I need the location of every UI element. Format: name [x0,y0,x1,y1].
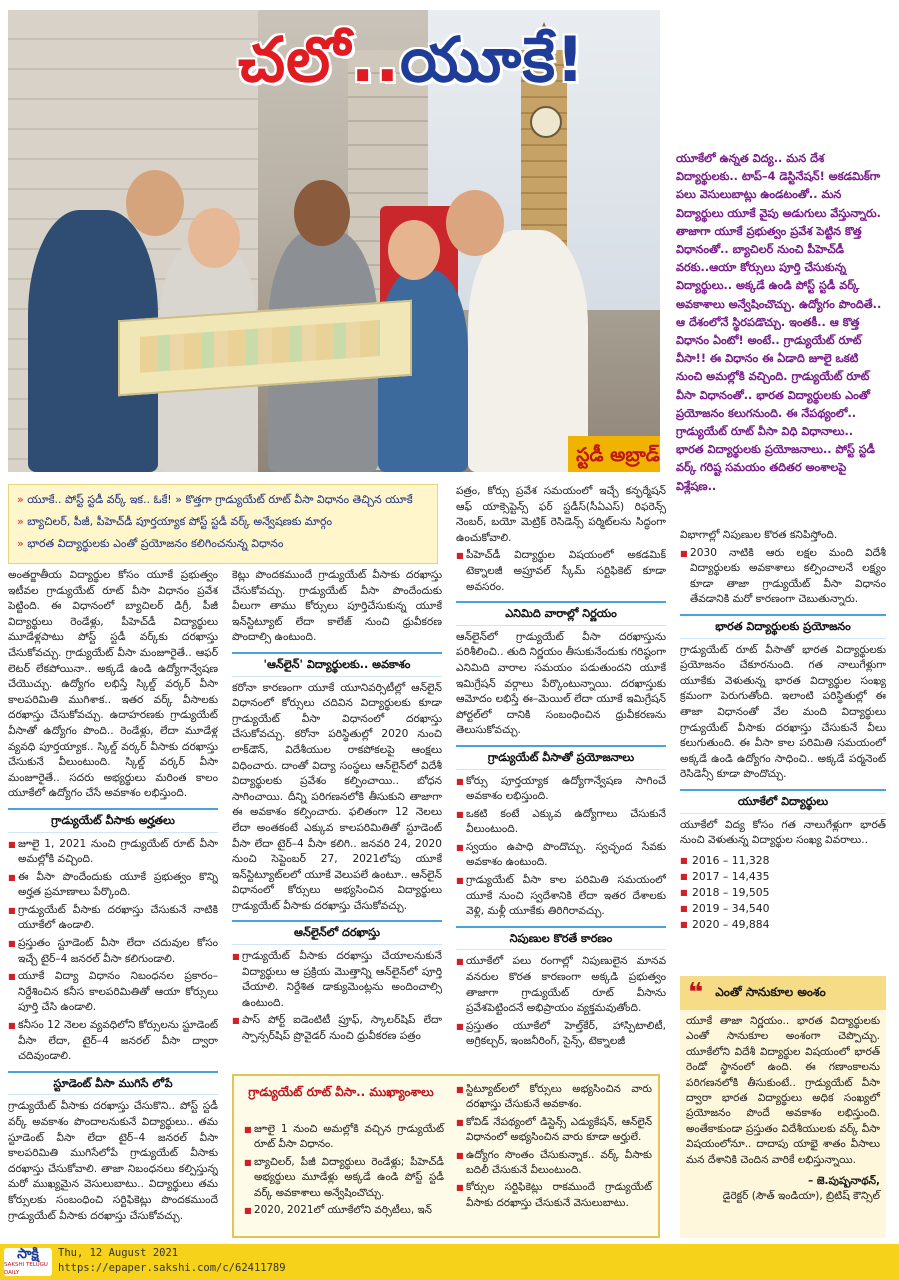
key-points-left [244,1122,444,1220]
bullet-item: ■ జూలై 1 నుంచి అమల్లోకి వచ్చిన గ్రాడ్యుయేట్‌ రూట్‌ వీసా విధానం. [244,1122,444,1153]
bullet-item: ■ కోర్సుల సర్టిఫికెట్లు రాకముందే గ్రాడ్యుయేట్‌ వీసాకు దరఖాస్తు చేసుకునే వెసులుబాటు. [456,1180,652,1211]
footer-bar [0,1244,899,1280]
paragraph: కరోనా కారణంగా యూకే యూనివర్సిటీల్లో ఆన్‌లైన్‌ విధానంలో కోర్సులు చదివిన విద్యార్థులకు కూడా గ్రాడ్యుయేట్‌ వీసా విధానంలో దరఖాస్తు చేసుకోవచ్చు. కరోనా పరిస్థితుల్లో 2020 నుంచి లాక్‌డౌన్, విదేశీయుల రాకపోకలపై ఆంక్షలు విధించారు. దాంతో విద్యా సంస్థలు ఆన్‌లైన్‌లో విదేశీ విద్యార్థులకు ప్రవేశం కల్పించాయి.. బోధన సాగించాయి. దీన్ని పరిగణనలోకి తీసుకుని తాజాగా ఈ అవకాశం కల్పించారు. ఫలితంగా 12 నెలలు లేదా అంతకంటే ఎక్కువ కాలపరిమితితో స్టూడెంట్‌ వీసా లేదా టైర్‌–4 వీసా కలిగి.. జనవరి 24, 2020 నుంచి సెప్టెంబర్‌ 27, 2021లోపు యూకే ఇన్‌స్టిట్యూట్‌లలో యూకే వెలుపలే ఉంటూ.. ఆన్‌లైన్‌ విధానంలో కోర్సులు అభ్యసించిన విద్యార్థులు గ్రాడ్యుయేట్‌ వీసాకు దరఖాస్తు చేసుకోవచ్చు. [232,681,442,912]
head-4 [388,220,440,280]
section-tag: స్టడీ అబ్రాడ్ [568,436,660,472]
headline-part-2: యూకే! [400,23,586,96]
list-item: ■ 2020 – 49,884 [680,917,886,933]
quote-box [680,976,886,1238]
bullet-item: ■ కోర్సు పూర్తయ్యాక ఉద్యోగాన్వేషణ సాగించే అవకాశం లభిస్తుంది. [456,774,666,805]
summary-line: » భారత విద్యార్థులకు ఎంతో ప్రయోజనం కలిగించనున్న విధానం [17,537,284,550]
head-2 [188,208,240,268]
headline [238,12,888,122]
bullet-item: ■ జూలై 1, 2021 నుంచి గ్రాడ్యుయేట్‌ రూట్‌ వీసా అమల్లోకి వచ్చింది. [8,837,218,868]
key-points-box [232,1074,660,1238]
list-item: ■ 2018 – 19,505 [680,885,886,901]
paragraph: గ్రాడ్యుయేట్‌ వీసాకు దరఖాస్తు చేసుకొని.. పోస్ట్‌ స్టడీ వర్క్‌ అవకాశం పొందాలనుకునే విద్యార్థులు.. తమ స్టూడెంట్‌ వీసా లేదా టైర్‌–4 జనరల్‌ వీసా కాలపరిమితి ముగిసేలోపే గ్రాడ్యుయేట్‌ వీసాకు దరఖాస్తు చేసుకోవాలి. తాజా నిబంధనలు కల్పిస్తున్న మరో ముఖ్యమైన వెసులుబాటు.. విద్యార్థులు తమ కోర్సులకు సంబంధించి సర్టిఫికెట్లు పొందకముందే గ్రాడ్యుయేట్‌ వీసాకు దరఖాస్తు చేసుకోవచ్చు. [8,1100,218,1222]
bullet-item: ■ గ్రాడ్యుయేట్‌ వీసాకు దరఖాస్తు చేయాలనుకునే విద్యార్థులు ఆ ప్రక్రియ మొత్తాన్ని ఆన్‌లైన్‌లో పూర్తి చేయాలి. నిర్దేశిత డాక్యుమెంట్లను అందించాల్సి ఉంటుంది. [232,949,442,1011]
bullet-item: ■ గ్రాడ్యుయేట్‌ వీసా కాల పరిమితి సమయంలో యూకే నుంచి స్వదేశానికి లేదా ఇతర దేశాలకు వెళ్లి, మళ్లీ యూకేకు తిరిగిరావచ్చు. [456,873,666,920]
bullet-item: ■ గ్రాడ్యుయేట్‌ వీసాకు దరఖాస్తు చేసుకునే నాటికి యూకేలో ఉండాలి. [8,903,218,934]
head-5 [446,190,504,256]
intro-text [676,150,882,520]
edition-date: Thu, 12 August 2021 [58,1247,179,1259]
bullet-item: ■ పీహెచ్‌డీ విద్యార్థుల విషయంలో అకడమిక్‌ టెక్నాలజీ అప్రూవల్‌ స్కీమ్‌ సర్టిఫికెట్‌ కూడా అవసరం. [456,548,666,595]
bullet-item: ■ ప్రస్తుతం యూకేలో హెల్త్‌కేర్, హాస్పిటాలిటీ, అగ్రికల్చర్, ఇంజనీరింగ్, సైన్స్, టెక్నాలజీ [456,1019,666,1050]
headline-part-1: చలో.. [238,23,401,96]
bullet-item: ■ కనీసం 12 నెలల వ్యవధిలోని కోర్సులను స్టూడెంట్‌ వీసా లేదా, టైర్‌–4 జనరల్‌ వీసా ద్వారా చదివుండాలి. [8,1018,218,1065]
paragraph: పత్రం, కోర్సు ప్రవేశ సమయంలో ఇచ్చే కన్ఫర్మేషన్‌ ఆఫ్‌ యాక్సెప్టెన్స్‌ ఫర్‌ స్టడీస్‌(సీఏఎస్‌) రిఫరెన్స్‌ నెంబర్, బయో మెట్రిక్‌ రెసిడెన్స్‌ పర్మిట్‌లను సిద్ధంగా ఉంచుకోవాలి. [456,485,666,544]
section-heading: గ్రాడ్యుయేట్‌ వీసాకు అర్హతలు [8,808,218,833]
bullet-item: ■ ప్రస్తుతం స్టూడెంట్‌ వీసా లేదా చదువుల కోసం ఇచ్చే టైర్‌–4 జనరల్‌ వీసా కలిగుండాలి. [8,936,218,967]
epaper-link[interactable]: https://epaper.sakshi.com/c/62411789 [58,1262,286,1274]
quote-title: ఎంతో సానుకూల అంశం [715,985,826,1000]
bullet-item: ■ ఉద్యోగం సొంతం చేసుకున్నాక.. వర్క్‌ వీసాకు బదిలీ చేసుకునే వీలుంటుంది. [456,1148,652,1179]
paragraph: యూకేలో విద్య కోసం గత నాలుగేళ్లుగా భారత్‌ నుంచి వెళుతున్న విద్యార్థుల సంఖ్య వివరాలు.. [680,818,886,847]
bullet-item: ■ స్వయం ఉపాధి పొందొచ్చు. స్వచ్ఛంద సేవకు అవకాశం ఉంటుంది. [456,840,666,871]
quote-text: యూకే తాజా నిర్ణయం.. భారత విద్యార్థులకు ఎంతో సానుకూల అంశంగా చెప్పొచ్చు. యూకేలోని విదేశీ విద్యార్థుల విషయంలో భారత్‌ రెండో స్థానంలో ఉంది. ఈ గణాంకాలను పరిగణనలోకి తీసుకుంటే.. గ్రాడ్యుయేట్‌ వీసా ద్వారా భారత విద్యార్థులు అధిక సంఖ్యలో ప్రయోజనం పొందే అవకాశం లభిస్తుంది. అంతేకాకుండా ప్రస్తుతం విదేశీయులకు వర్క్‌ వీసా విషయంలోనూ.. దాదాపు యాభై శాతం వీసాలు మన దేశానికి చెందిన వారికే లభిస్తున్నాయి. [686,1015,880,1166]
quote-header [680,976,886,1010]
bullet-item: ■ యూకే విద్యా విధానం నిబంధనల ప్రకారం–నిర్దేశించిన కనీస కాలపరిమితితో ఆయా కోర్సులు పూర్తి చేసి ఉండాలి. [8,969,218,1016]
section-heading: ఆన్‌లైన్‌లో దరఖాస్తు [232,920,442,945]
quote-author: – జె.పుష్పనాథన్, [807,1175,880,1188]
quote-body [680,1010,886,1209]
paragraph: కెట్లు పొందకముందే గ్రాడ్యుయేట్‌ వీసాకు దరఖాస్తు చేసుకోవచ్చు. గ్రాడ్యుయేట్‌ వీసా పొందేందుకు వీలుగా తాము కోర్సులు పూర్తిచేసుకున్న యూకే ఇన్‌స్టిట్యూట్‌ లేదా కాలేజ్‌ నుంచి ధ్రువీకరణ పొందాల్సి ఉంటుంది. [232,569,442,644]
summary-line: » యూకే.. పోస్ట్‌ స్టడీ వర్క్‌ ఇక.. ఓకే! » కొత్తగా గ్రాడ్యుయేట్‌ రూట్‌ వీసా విధానం తెచ్చిన యూకే [17,493,413,506]
bullet-item: ■ 2030 నాటికి ఆరు లక్షల మంది విదేశీ విద్యార్థులకు అవకాశాలు కల్పించాలనే లక్ష్యం కూడా తాజా గ్రాడ్యుయేట్‌ వీసా విధానం తేవడానికి మరో కారణంగా చెబుతున్నారు. [680,546,886,608]
list-item: ■ 2019 – 34,540 [680,901,886,917]
quote-icon: ❝ [688,978,704,1008]
list-item: ■ 2017 – 14,435 [680,869,886,885]
bullet-item: ■ స్టిట్యూట్‌లలో కోర్సులు అభ్యసించిన వారు దరఖాస్తు చేసుకునే అవకాశం. [456,1082,652,1113]
bullet-item: ■ ఈ వీసా పొందేందుకు యూకే ప్రభుత్వం కొన్ని అర్హత ప్రమాణాలు పేర్కొంది. [8,870,218,901]
column-2 [232,568,442,1068]
key-points-title: గ్రాడ్యుయేట్‌ రూట్‌ వీసా.. ముఖ్యాంశాలు [248,1085,434,1099]
paragraph: విభాగాల్లో నిపుణుల కొరత కనిపిస్తోంది. [680,529,838,541]
section-heading: స్టూడెంట్‌ వీసా ముగిసే లోపే [8,1071,218,1096]
intro-paragraph: యూకేలో ఉన్నత విద్య.. మన దేశ విద్యార్థులకు.. టాప్‌–4 డెస్టినేషన్‌! అకడమిక్‌గా పలు వెసులుబాట్లు ఉండటంతో.. మన విద్యార్థులు యూకే వైపు అడుగులు వేస్తున్నారు. తాజాగా యూకే ప్రభుత్వం ప్రవేశ పెట్టిన కొత్త విధానంతో.. బ్యాచిలర్‌ నుంచి పీహెచ్‌డీ వరకు..ఆయా కోర్సులు పూర్తి చేసుకున్న విద్యార్థులు.. అక్కడే ఉండి పోస్ట్‌ స్టడీ వర్క్‌ అవకాశాలు అన్వేషించొచ్చు. ఉద్యోగం పొందితే.. ఆ దేశంలోనే స్థిరపడొచ్చు. ఇంతకీ.. ఆ కొత్త విధానం ఏంటో! అంటే.. గ్రాడ్యుయేట్‌ రూట్‌ వీసా!! ఈ విధానం ఈ ఏడాది జూలై ఒకటి నుంచి అమల్లోకి వచ్చింది. గ్రాడ్యుయేట్‌ రూట్‌ వీసా విధానంతో.. భారత విద్యార్థులకు ఎంతో ప్రయోజనం కలుగనుంది. ఈ నేపథ్యంలో.. గ్రాడ్యుయేట్‌ రూట్‌ వీసా విధి విధానాలు.. భారత విద్యార్థులకు ప్రయోజనాలు.. పోస్ట్‌ స్టడీ వర్క్‌ గరిష్ట సమయం తదితర అంశాలపై విశ్లేషణ.. [676,152,882,493]
paragraph: ఆన్‌లైన్‌లో గ్రాడ్యుయేట్‌ వీసా దరఖాస్తును పరిశీలించి.. తుది నిర్ణయం తీసుకునేందుకు గరిష్ఠంగా ఎనిమిది వారాల సమయం పడుతుందని యూకే ఇమిగ్రేషన్‌ వర్గాలు పేర్కొంటున్నాయి. దరఖాస్తుకు ఆమోదం లభిస్తే ఈ–మెయిల్‌ లేదా యూకే ఇమిగ్రేషన్‌ పోర్టల్‌లో దానికి సంబంధించిన ధ్రువీకరణను తెలుసుకోవచ్చు. [456,630,666,737]
arrow-icon: » [17,493,28,506]
bullet-item: ■ ఒకటి కంటే ఎక్కువ ఉద్యోగాలు చేసుకునే వీలుంటుంది. [456,807,666,838]
column-1 [8,568,218,1240]
section-heading: భారత విద్యార్థులకు ప్రయోజనం [680,614,886,639]
column-4 [680,528,886,968]
footer-info [58,1246,286,1276]
section-heading: యూకేలో విద్యార్థులు [680,789,886,814]
column-3 [456,484,666,1068]
head-1 [126,170,184,236]
summary-line: » బ్యాచిలర్, పీజీ, పీహెచ్‌డీ పూర్తయ్యాక పోస్ట్‌ స్టడీ వర్క్‌ అన్వేషణకు మార్గం [17,515,333,528]
sakshi-logo: సాక్షి SAKSHI TELUGU DAILY [4,1248,52,1276]
arrow-icon: » [17,515,28,528]
paragraph: గ్రాడ్యుయేట్‌ రూట్‌ వీసాతో భారత విద్యార్థులకు ప్రయోజనం చేకూరనుంది. గత నాలుగేళ్లుగా యూకేకు వెళుతున్న భారత విద్యార్థుల సంఖ్య క్రమంగా పెరుగుతోంది. ఇలాంటి పరిస్థితుల్లో ఈ తాజా విధానంతో వేల మంది విద్యార్థులు గ్రాడ్యుయేట్‌ వీసాకు దరఖాస్తు చేసుకునే వీలు కలుగుతుంది. ఈ వీసా కాల పరిమితి సమయంలో అక్కడే ఉండి ఉద్యోగం సాధించి.. అక్కడే పర్మనెంట్‌ రెసిడెన్సీ కూడా పొందొచ్చు. [680,643,886,781]
bullet-item: ■ పాస్‌ పోర్ట్‌ ఐడెంటిటీ ప్రూఫ్, స్కాలర్‌షిప్‌ లేదా స్పాన్సర్‌షిప్‌ ప్రొవైడర్‌ నుంచి ధ్రువీకరణ పత్రం [232,1013,442,1044]
student-count-list [680,853,886,933]
paragraph: అంతర్జాతీయ విద్యార్థుల కోసం యూకే ప్రభుత్వం ఇటీవల గ్రాడ్యుయేట్‌ రూట్‌ వీసా విధానం ప్రవేశ పెట్టింది. ఈ విధానంలో బ్యాచిలర్‌ డిగ్రీ, పీజీ విద్యార్థులు రెండేళ్లు, పీహెచ్‌డీ విద్యార్థులు మూడేళ్లపాటు పోస్ట్‌ స్టడీ వర్క్‌కు దరఖాస్తు చేసుకోవచ్చు. గ్రాడ్యుయేట్‌ వీసా మంజూరైతే.. ఆఫర్‌ లెటర్‌ లేకపోయినా.. అక్కడే ఉండి ఉద్యోగాన్వేషణ చేయొచ్చు. ఉద్యోగం లభిస్తే స్కిల్డ్‌ వర్కర్‌ వీసా కాలపరిమితి ముగిశాక.. ఇతర వర్క్‌ వీసాలకు దరఖాస్తు చేసుకోవచ్చు. ఉదాహరణకు గ్రాడ్యుయేట్‌ వీసాతో ఉద్యోగం పొంది.. రెండేళ్లు, లేదా మూడేళ్ల వ్యవధి పూర్తయ్యాక.. స్కిల్డ్‌ వర్కర్‌ వీసాకు దరఖాస్తు చేసుకునే వీలుంటుంది. స్కిల్డ్‌ వర్కర్‌ వీసా మంజూరైతే.. సదరు అభ్యర్థులు మరింత కాలం యూకేలో ఉద్యోగం చేసే అవకాశం లభిస్తుంది. [8,569,218,800]
key-points-right [456,1082,652,1213]
summary-box [8,484,438,564]
section-heading: గ్రాడ్యుయేట్‌ వీసాతో ప్రయోజనాలు [456,745,666,770]
bullet-item: ■ కోవిడ్‌ నేపథ్యంలో డిస్టెన్స్‌ ఎడ్యుకేషన్, ఆన్‌లైన్‌ విధానంలో అభ్యసించిన వారు కూడా అర్హులే. [456,1115,652,1146]
bullet-item: ■ 2020, 2021లో యూకేలోని వర్సిటీలు, ఇన్‌ [244,1203,444,1218]
bullet-item: ■ యూకేలో పలు రంగాల్లో నిపుణులైన మానవ వనరుల కొరత కారణంగా అక్కడి ప్రభుత్వం తాజాగా గ్రాడ్యుయేట్‌ రూట్‌ వీసాను ప్రవేశపెట్టిందనే అభిప్రాయం వ్యక్తమవుతోంది. [456,954,666,1016]
section-heading: నిపుణుల కొరతే కారణం [456,926,666,951]
list-item: ■ 2016 – 11,328 [680,853,886,869]
quote-author-role: డైరెక్టర్‌ (సౌత్‌ ఇండియా), బ్రిటిష్‌ కౌన్సిల్‌ [722,1190,880,1203]
arrow-icon: » [17,537,28,550]
head-3 [294,180,350,246]
section-heading: 'ఆన్‌లైన్‌' విద్యార్థులకు.. అవకాశం [232,652,442,677]
section-heading: ఎనిమిది వారాల్లో నిర్ణయం [456,601,666,626]
bullet-item: ■ బ్యాచిలర్, పీజీ విద్యార్థులు రెండేళ్లు; పీహెచ్‌డీ అభ్యర్థులు మూడేళ్లు అక్కడే ఉండి పోస్ట్‌ స్టడీ వర్క్‌ అవకాశాలు అన్వేషించొచ్చు. [244,1155,444,1201]
